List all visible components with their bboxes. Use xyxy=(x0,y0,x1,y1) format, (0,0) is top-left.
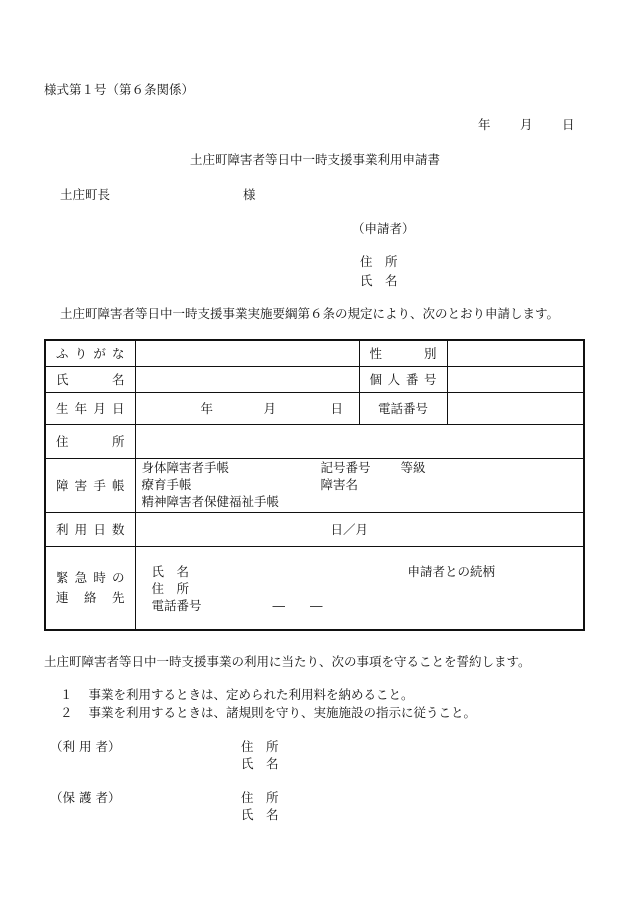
row-furigana xyxy=(45,340,584,366)
row-handbook xyxy=(45,458,584,512)
pledge-intro: 土庄町障害者等日中一時支援事業の利用に当たり、次の事項を守ることを誓約します。 xyxy=(44,654,531,669)
emergency-line-1: 緊急時の xyxy=(56,569,125,585)
phone-field[interactable] xyxy=(447,392,584,424)
pledge-item-2 xyxy=(60,703,476,721)
user-label: （利 用 者） xyxy=(50,739,121,754)
emergency-contact-label xyxy=(45,546,135,630)
gender-field[interactable] xyxy=(447,340,584,366)
usage-days-label: 利用日数 xyxy=(45,512,135,546)
row-usage-days xyxy=(45,512,584,546)
guardian-name-label: 氏 名 xyxy=(241,807,279,822)
symbol-number-label: 記号番号 xyxy=(320,459,371,475)
pledge-item-text: 事業を利用するときは、定められた利用料を納めること。 xyxy=(88,687,414,702)
birth-year-label: 年 xyxy=(200,400,214,416)
application-intro: 土庄町障害者等日中一時支援事業実施要綱第６条の規定により、次のとおり申請します。 xyxy=(60,306,560,321)
grade-label: 等級 xyxy=(400,459,426,475)
application-table xyxy=(44,339,585,631)
guardian-label: （保 護 者） xyxy=(50,790,121,805)
usage-days-field[interactable] xyxy=(135,512,584,546)
furigana-field[interactable] xyxy=(135,340,359,366)
handbook-field[interactable] xyxy=(135,458,584,512)
emergency-phone-label: 電話番号 xyxy=(151,597,202,613)
honorific: 様 xyxy=(243,187,256,202)
relationship-label: 申請者との続柄 xyxy=(407,563,496,579)
date-day-label: 日 xyxy=(562,117,575,132)
row-emergency-contact xyxy=(45,546,584,630)
pledge-item-number: ２ xyxy=(60,705,73,720)
document-title: 土庄町障害者等日中一時支援事業利用申請書 xyxy=(189,152,440,167)
birth-day-label: 日 xyxy=(330,400,344,416)
handbook-type-mental: 精神障害者保健福祉手帳 xyxy=(141,493,280,509)
name-field[interactable] xyxy=(135,366,359,392)
applicant-name-label: 氏 名 xyxy=(360,273,398,288)
handbook-type-physical: 身体障害者手帳 xyxy=(141,459,230,475)
emergency-phone-dashes: ― ― xyxy=(272,597,323,613)
individual-number-label: 個人番号 xyxy=(359,366,447,392)
pledge-item-text: 事業を利用するときは、諸規則を守り、実施施設の指示に従うこと。 xyxy=(88,705,477,720)
usage-days-unit: 日／月 xyxy=(330,521,369,537)
user-name-label: 氏 名 xyxy=(241,756,279,771)
address-label: 住所 xyxy=(45,424,135,458)
handbook-type-rehabilitation: 療育手帳 xyxy=(141,476,192,492)
birthdate-label: 生年月日 xyxy=(45,392,135,424)
emergency-address-label: 住 所 xyxy=(151,580,190,596)
row-birthdate xyxy=(45,392,584,424)
name-label: 氏名 xyxy=(45,366,135,392)
furigana-label: ふりがな xyxy=(45,340,135,366)
form-number: 様式第１号（第６条関係） xyxy=(44,82,195,97)
emergency-line-2: 連絡先 xyxy=(56,589,125,605)
individual-number-field[interactable] xyxy=(447,366,584,392)
addressee: 土庄町長 xyxy=(60,187,111,202)
applicant-address-label: 住 所 xyxy=(360,254,398,269)
gender-label: 性別 xyxy=(359,340,447,366)
birthdate-field[interactable] xyxy=(135,392,359,424)
row-name xyxy=(45,366,584,392)
guardian-address-label: 住 所 xyxy=(241,790,279,805)
phone-label: 電話番号 xyxy=(359,392,447,424)
date-year-label: 年 xyxy=(478,117,491,132)
date-month-label: 月 xyxy=(520,117,533,132)
pledge-item-1 xyxy=(60,685,414,703)
address-field[interactable] xyxy=(135,424,584,458)
birth-month-label: 月 xyxy=(263,400,277,416)
row-address xyxy=(45,424,584,458)
emergency-contact-field[interactable] xyxy=(135,546,584,630)
emergency-name-label: 氏 名 xyxy=(151,563,190,579)
applicant-heading: （申請者） xyxy=(352,221,415,236)
pledge-item-number: １ xyxy=(60,687,73,702)
user-address-label: 住 所 xyxy=(241,739,279,754)
handbook-label: 障害手帳 xyxy=(45,458,135,512)
disability-name-label: 障害名 xyxy=(320,476,359,492)
